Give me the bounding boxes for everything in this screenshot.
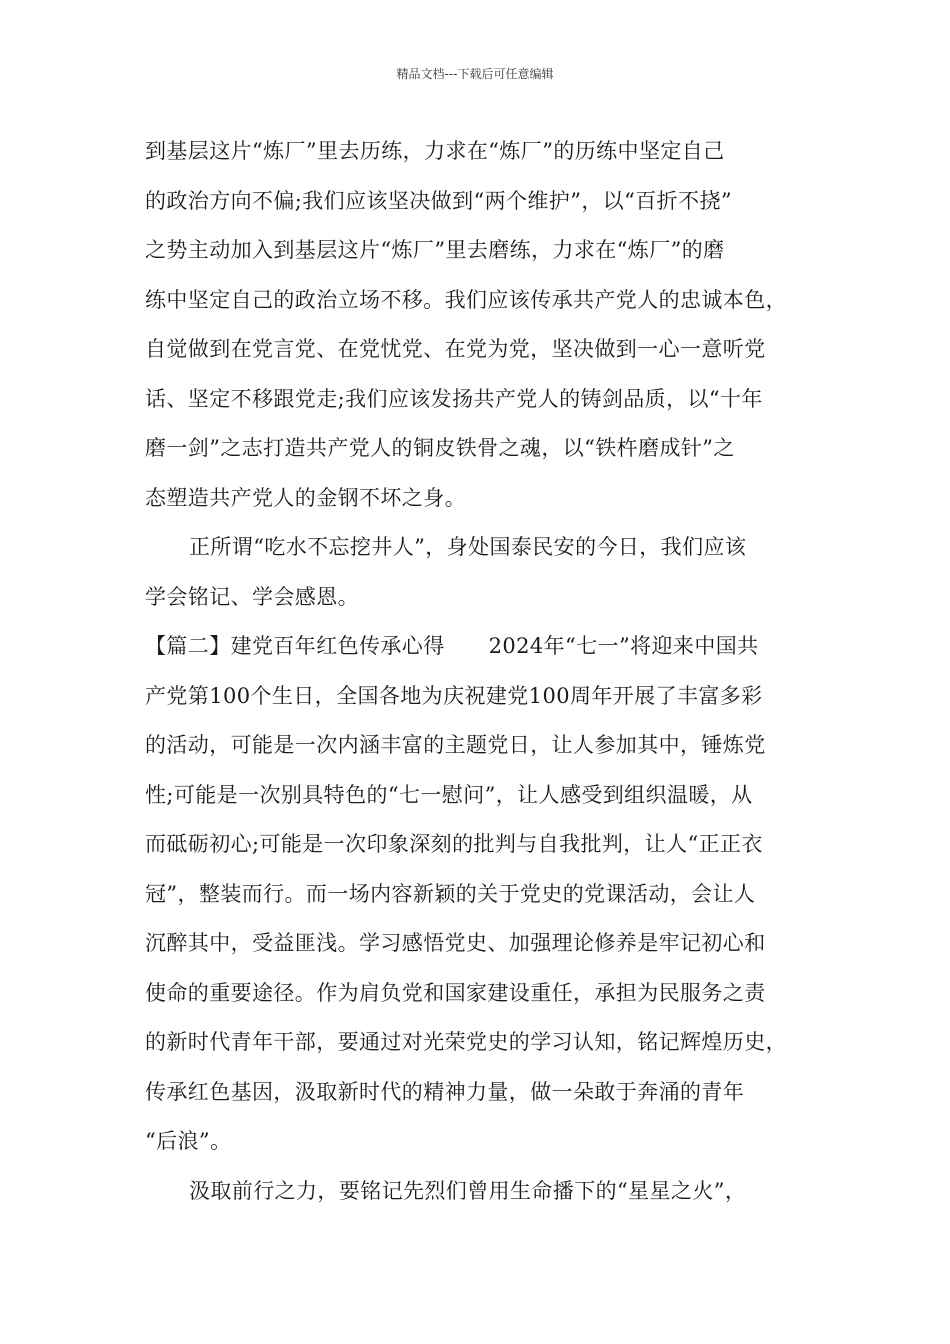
text-line: 汲取前行之力，要铭记先烈们曾用生命播下的“星星之火”， (189, 1178, 747, 1203)
text-line: 之势主动加入到基层这片“炼厂”里去磨练，力求在“炼厂”的磨 (145, 238, 725, 262)
text-line: 态塑造共产党人的金钢不坏之身。 (145, 485, 466, 510)
text-line: 冠”，整装而行。而一场内容新颖的关于党史的党课活动，会让人 (145, 881, 756, 906)
text-line: 性;可能是一次别具特色的“七一慰问”，让人感受到组织温暖，从 (145, 782, 753, 807)
section-heading-line (145, 627, 821, 677)
text-line: 练中坚定自己的政治立场不移。我们应该传承共产党人的忠诚本色， (145, 287, 787, 312)
paragraph (145, 1172, 821, 1222)
text-line: 磨一剑”之志打造共产党人的铜皮铁骨之魂，以“铁杵磨成针”之 (145, 436, 735, 460)
page-header: 精品文档---下载后可任意编辑 (396, 67, 554, 81)
text-line: 到基层这片“炼厂”里去历练，力求在“炼厂”的历练中坚定自己 (145, 139, 725, 163)
text-line: 自觉做到在党言党、在党忧党、在党为党，坚决做到一心一意听党 (145, 337, 766, 361)
text-line: 的活动，可能是一次内涵丰富的主题党日，让人参加其中，锤炼党 (145, 733, 766, 757)
paragraph (145, 528, 821, 627)
document-body (145, 132, 821, 1221)
paragraph (145, 627, 821, 1172)
paragraph (145, 132, 821, 528)
text-line: 产党第100个生日，全国各地为庆祝建党100周年开展了丰富多彩 (145, 683, 763, 708)
text-line: 的新时代青年干部，要通过对光荣党史的学习认知，铭记辉煌历史， (145, 1030, 787, 1054)
text-line: 学会铭记、学会感恩。 (145, 584, 359, 609)
text-line: 话、坚定不移跟党走;我们应该发扬共产党人的铸剑品质，以“十年 (145, 386, 763, 411)
text-line: 的政治方向不偏;我们应该坚决做到“两个维护”，以“百折不挠” (145, 188, 733, 213)
section-lead-text: 2024年“七一”将迎来中国共 (488, 634, 759, 658)
text-line: 正所谓“吃水不忘挖井人”，身处国泰民安的今日，我们应该 (189, 535, 747, 559)
text-line: 沉醉其中，受益匪浅。学习感悟党史、加强理论修养是牢记初心和 (145, 931, 766, 955)
text-line: 使命的重要途径。作为肩负党和国家建设重任，承担为民服务之责 (145, 980, 766, 1005)
text-line: 而砥砺初心;可能是一次印象深刻的批判与自我批判，让人“正正衣 (145, 832, 763, 856)
text-line: “后浪”。 (145, 1129, 232, 1153)
text-line: 传承红色基因，汲取新时代的精神力量，做一朵敢于奔涌的青年 (145, 1079, 745, 1104)
section-heading: 【篇二】建党百年红色传承心得 (145, 634, 445, 658)
